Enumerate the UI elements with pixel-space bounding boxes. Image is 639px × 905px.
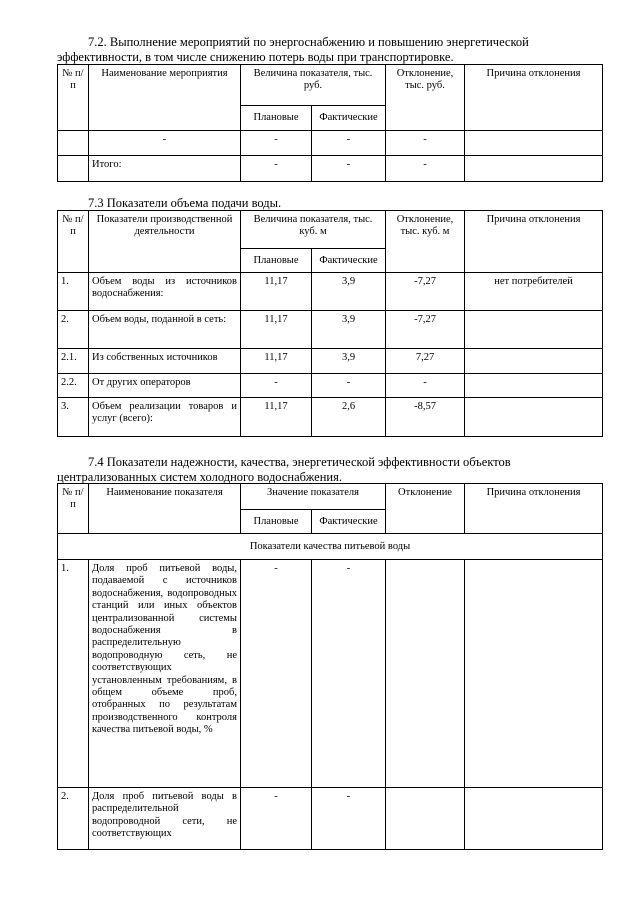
- cell-deviation: 7,27: [386, 349, 465, 374]
- header-reason: Причина отклонения: [465, 484, 603, 534]
- header-name: Наименование мероприятия: [89, 65, 241, 131]
- header-name: Наименование показателя: [89, 484, 241, 534]
- cell-num: 2.2.: [58, 374, 89, 398]
- cell-reason: [465, 560, 603, 788]
- cell-plan: 11,17: [241, 398, 312, 437]
- cell-num: 3.: [58, 398, 89, 437]
- cell-plan: -: [241, 156, 312, 182]
- header-deviation: Отклонение, тыс. руб.: [386, 65, 465, 131]
- cell-reason: [465, 349, 603, 374]
- section-7-3-title: 7.3 Показатели объема подачи воды.: [88, 196, 282, 210]
- cell-name: -: [89, 131, 241, 156]
- cell-deviation: -: [386, 374, 465, 398]
- cell-num: 2.: [58, 788, 89, 850]
- cell-plan: -: [241, 374, 312, 398]
- cell-reason: нет потребителей: [465, 273, 603, 311]
- cell-plan: 11,17: [241, 273, 312, 311]
- table-row: [58, 560, 603, 788]
- table-row: [58, 349, 603, 374]
- cell-num: 1.: [58, 560, 89, 788]
- reliability-table: [57, 483, 603, 850]
- section-7-2-line2: эффективности, в том числе снижению потерь воды при транспортировке.: [57, 49, 454, 64]
- header-plan: Плановые: [241, 106, 312, 131]
- header-value: Значение показателя: [241, 484, 386, 510]
- cell-num: [58, 131, 89, 156]
- cell-reason: [465, 131, 603, 156]
- cell-reason: [465, 788, 603, 850]
- cell-reason: [465, 398, 603, 437]
- cell-deviation: -: [386, 156, 465, 182]
- cell-fact: -: [312, 374, 386, 398]
- cell-plan: -: [241, 788, 312, 850]
- measures-table: [57, 64, 603, 182]
- cell-fact: 3,9: [312, 273, 386, 311]
- cell-num: [58, 156, 89, 182]
- cell-deviation: -7,27: [386, 311, 465, 349]
- header-name: Показатели производственной деятельности: [89, 211, 241, 273]
- cell-name: От других операторов: [89, 374, 241, 398]
- header-num: № п/п: [58, 484, 89, 534]
- cell-reason: [465, 374, 603, 398]
- cell-num: 1.: [58, 273, 89, 311]
- cell-plan: -: [241, 560, 312, 788]
- header-fact: Фактические: [312, 249, 386, 273]
- header-deviation: Отклонение, тыс. куб. м: [386, 211, 465, 273]
- cell-fact: -: [312, 131, 386, 156]
- cell-fact: 3,9: [312, 349, 386, 374]
- header-reason: Причина отклонения: [465, 211, 603, 273]
- cell-fact: 2,6: [312, 398, 386, 437]
- table-row: [58, 273, 603, 311]
- cell-fact: 3,9: [312, 311, 386, 349]
- cell-name: Объем воды, поданной в сеть:: [89, 311, 241, 349]
- cell-name: Итого:: [89, 156, 241, 182]
- subsection-title: Показатели качества питьевой воды: [58, 534, 603, 560]
- water-supply-table: [57, 210, 603, 437]
- cell-reason: [465, 311, 603, 349]
- table-row: [58, 156, 603, 182]
- header-reason: Причина отклонения: [465, 65, 603, 131]
- header-fact: Фактические: [312, 106, 386, 131]
- cell-fact: -: [312, 788, 386, 850]
- cell-fact: -: [312, 560, 386, 788]
- cell-name: Из собственных источников: [89, 349, 241, 374]
- header-plan: Плановые: [241, 249, 312, 273]
- cell-name: Объем воды из источников водоснабжения:: [89, 273, 241, 311]
- cell-deviation: [386, 560, 465, 788]
- table-row: [58, 131, 603, 156]
- cell-name: Объем реализации товаров и услуг (всего):: [89, 398, 241, 437]
- cell-deviation: -8,57: [386, 398, 465, 437]
- cell-fact: -: [312, 156, 386, 182]
- cell-plan: -: [241, 131, 312, 156]
- cell-num: 2.1.: [58, 349, 89, 374]
- cell-name: Доля проб питьевой воды в распределительной водопроводной сети, не соответствующих: [89, 788, 241, 850]
- header-plan: Плановые: [241, 510, 312, 534]
- section-7-2-heading: [57, 35, 602, 64]
- header-deviation: Отклонение: [386, 484, 465, 534]
- section-7-4-heading: [57, 455, 602, 484]
- cell-name: Доля проб питьевой воды, подаваемой с источников водоснабжения, водопроводных станций или иных объектов централизованной системы водоснабжения в распределительную водопроводную сеть, не соответствующих установленным требованиям, в общем объеме проб, отобранных по результатам производственного контроля качества питьевой воды, %: [89, 560, 241, 788]
- cell-plan: 11,17: [241, 349, 312, 374]
- header-fact: Фактические: [312, 510, 386, 534]
- cell-deviation: -: [386, 131, 465, 156]
- section-7-4-line2: централизованных систем холодного водоснабжения.: [57, 469, 342, 484]
- cell-deviation: [386, 788, 465, 850]
- table-row: [58, 374, 603, 398]
- header-num: № п/п: [58, 65, 89, 131]
- table-row: [58, 311, 603, 349]
- table-row: [58, 398, 603, 437]
- header-num: № п/п: [58, 211, 89, 273]
- cell-deviation: -7,27: [386, 273, 465, 311]
- cell-num: 2.: [58, 311, 89, 349]
- table-row: [58, 788, 603, 850]
- header-value: Величина показателя, тыс. куб. м: [241, 211, 386, 249]
- cell-reason: [465, 156, 603, 182]
- header-value: Величина показателя, тыс. руб.: [241, 65, 386, 106]
- cell-plan: 11,17: [241, 311, 312, 349]
- section-7-2-line1: 7.2. Выполнение мероприятий по энергоснабжению и повышению энергетической: [88, 35, 529, 49]
- section-7-4-line1: 7.4 Показатели надежности, качества, энергетической эффективности объектов: [88, 455, 511, 469]
